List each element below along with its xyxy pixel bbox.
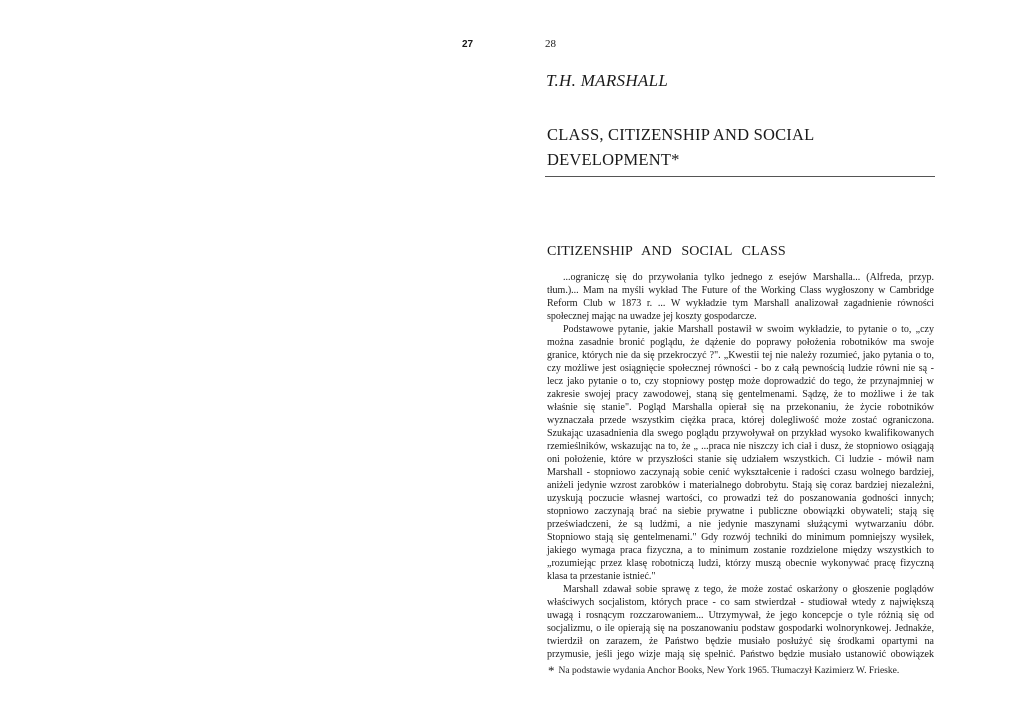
body-line: czy możliwe jest osiągnięcie społecznej równości - bo z całą pewnością ludzie równi nie są -	[547, 363, 934, 374]
body-line: Marshall - stopniowo zaczynają sobie cenić wykształcenie i radości czasu wolnego bardziej,	[547, 467, 934, 478]
body-line: oni położenie, które w przyszłości stanie się udziałem wszystkich. Ci ludzie - mówił nam	[547, 454, 934, 465]
body-line: można zasadnie bronić poglądu, że dążenie do poprawy położenia robotników ma swoje	[547, 337, 934, 348]
author-name: T.H. MARSHALL	[546, 71, 669, 90]
body-line: ...ograniczę się do przywołania tylko jednego z esejów Marshalla... (Alfreda, przyp.	[563, 272, 934, 283]
body-text	[547, 271, 934, 661]
pdf-page-number: 27	[462, 39, 474, 50]
body-line: Szukając uzasadnienia dla swego poglądu przywoływał on przykład wysoko kwalifikowanych	[547, 428, 934, 439]
body-line: aniżeli jedynie wzrost zarobków i materialnego dobrobytu. Stają się coraz bardziej niezależni,	[547, 480, 934, 491]
body-line: uwagą i rosnącym rozczarowaniem... Utrzymywał, że jego koncepcje o tyle różnią się od	[547, 610, 934, 621]
body-line: społecznej mając na uwadze jej koszty gospodarcze.	[547, 311, 757, 322]
body-line: lecz jako pytanie o to, czy stopniowy postęp może doprowadzić do tego, że przynajmniej w	[547, 376, 934, 387]
body-line: zakresie swojej pracy zawodowej, staną się gentelmenami. Sądzę, że to możliwe i że tak	[547, 389, 934, 400]
section-heading: CITIZENSHIP AND SOCIAL CLASS	[547, 244, 786, 259]
body-line: właśnie się stanie". Pogląd Marshalla opierał się na przekonaniu, że życie robotników	[547, 402, 934, 413]
body-line: Reform Club w 1873 r. ... W wykładzie tym Marshall analizował zagadnienie równości	[547, 298, 934, 309]
body-line: „rozumiejąc przez klasę robotniczą ludzi, którzy muszą obecnie wykonywać pracę fizyczną	[547, 558, 934, 569]
footnote	[548, 663, 899, 679]
body-line: socjalizmu, o ile opierają się na poszanowaniu podstaw gospodarki wolnorynkowej. Jednakże,	[547, 623, 934, 634]
body-line: stopniowo zaczynają brać na siebie prywatne i publiczne obowiązki obywateli; stają się	[547, 506, 934, 517]
body-line: twierdził on zarazem, że Państwo będzie musiało posłużyć się środkami opartymi na	[547, 636, 934, 647]
title-divider	[545, 176, 935, 177]
body-line: właściwych socjalistom, których prace - co sam stwierdzał - studiował wtedy z największą	[547, 597, 934, 608]
body-line: wyznaczała przede wszystkim ciężka praca, której dolegliwość może zostać ograniczona.	[547, 415, 934, 426]
body-line: rzemieślników, wskazując na to, że „ ...praca nie niszczy ich ciał i dusz, że stopniowo osiągają	[547, 441, 934, 452]
body-line: Stopniowo stają się gentelmenami." Gdy rozwój techniki do minimum pomniejszy wysiłek,	[547, 532, 934, 543]
body-line: klasa ta przestanie istnieć."	[547, 571, 656, 582]
body-line: granice, których nie da się przekroczyć ?". „Kwestii tej nie należy rozumieć, jako pytania o to,	[547, 350, 934, 361]
body-line: przymusie, jeśli jego wizje mają się spełnić. Państwo będzie musiało ustanowić obowiązek	[547, 649, 934, 660]
chapter-title	[547, 122, 814, 172]
chapter-title-line-1: CLASS, CITIZENSHIP AND SOCIAL	[547, 125, 815, 144]
body-line: uzyskują poczucie własnej wartości, co prowadzi też do poszanowania godności innych;	[547, 493, 934, 504]
footnote-text: Na podstawie wydania Anchor Books, New York 1965. Tłumaczył Kazimierz W. Frieske.	[558, 666, 900, 676]
body-line: Podstawowe pytanie, jakie Marshall postawił w swoim wykładzie, to pytanie o to, „czy	[563, 324, 934, 335]
body-line: jakiego wymaga praca fizyczna, a to minimum zostanie rozdzielone między wszystkich to	[547, 545, 934, 556]
body-line: tłum.)... Mam na myśli wykład The Future of the Working Class wygłoszony w Cambridge	[547, 285, 934, 296]
body-line: Marshall zdawał sobie sprawę z tego, że może zostać oskarżony o głoszenie poglądów	[563, 584, 934, 595]
book-page-number: 28	[545, 38, 556, 50]
body-line: przeświadczeni, że są ludźmi, a nie jedynie maszynami służącymi wytwarzaniu dóbr.	[547, 519, 934, 530]
chapter-title-line-2: DEVELOPMENT*	[547, 150, 680, 169]
footnote-marker: *	[548, 663, 555, 678]
